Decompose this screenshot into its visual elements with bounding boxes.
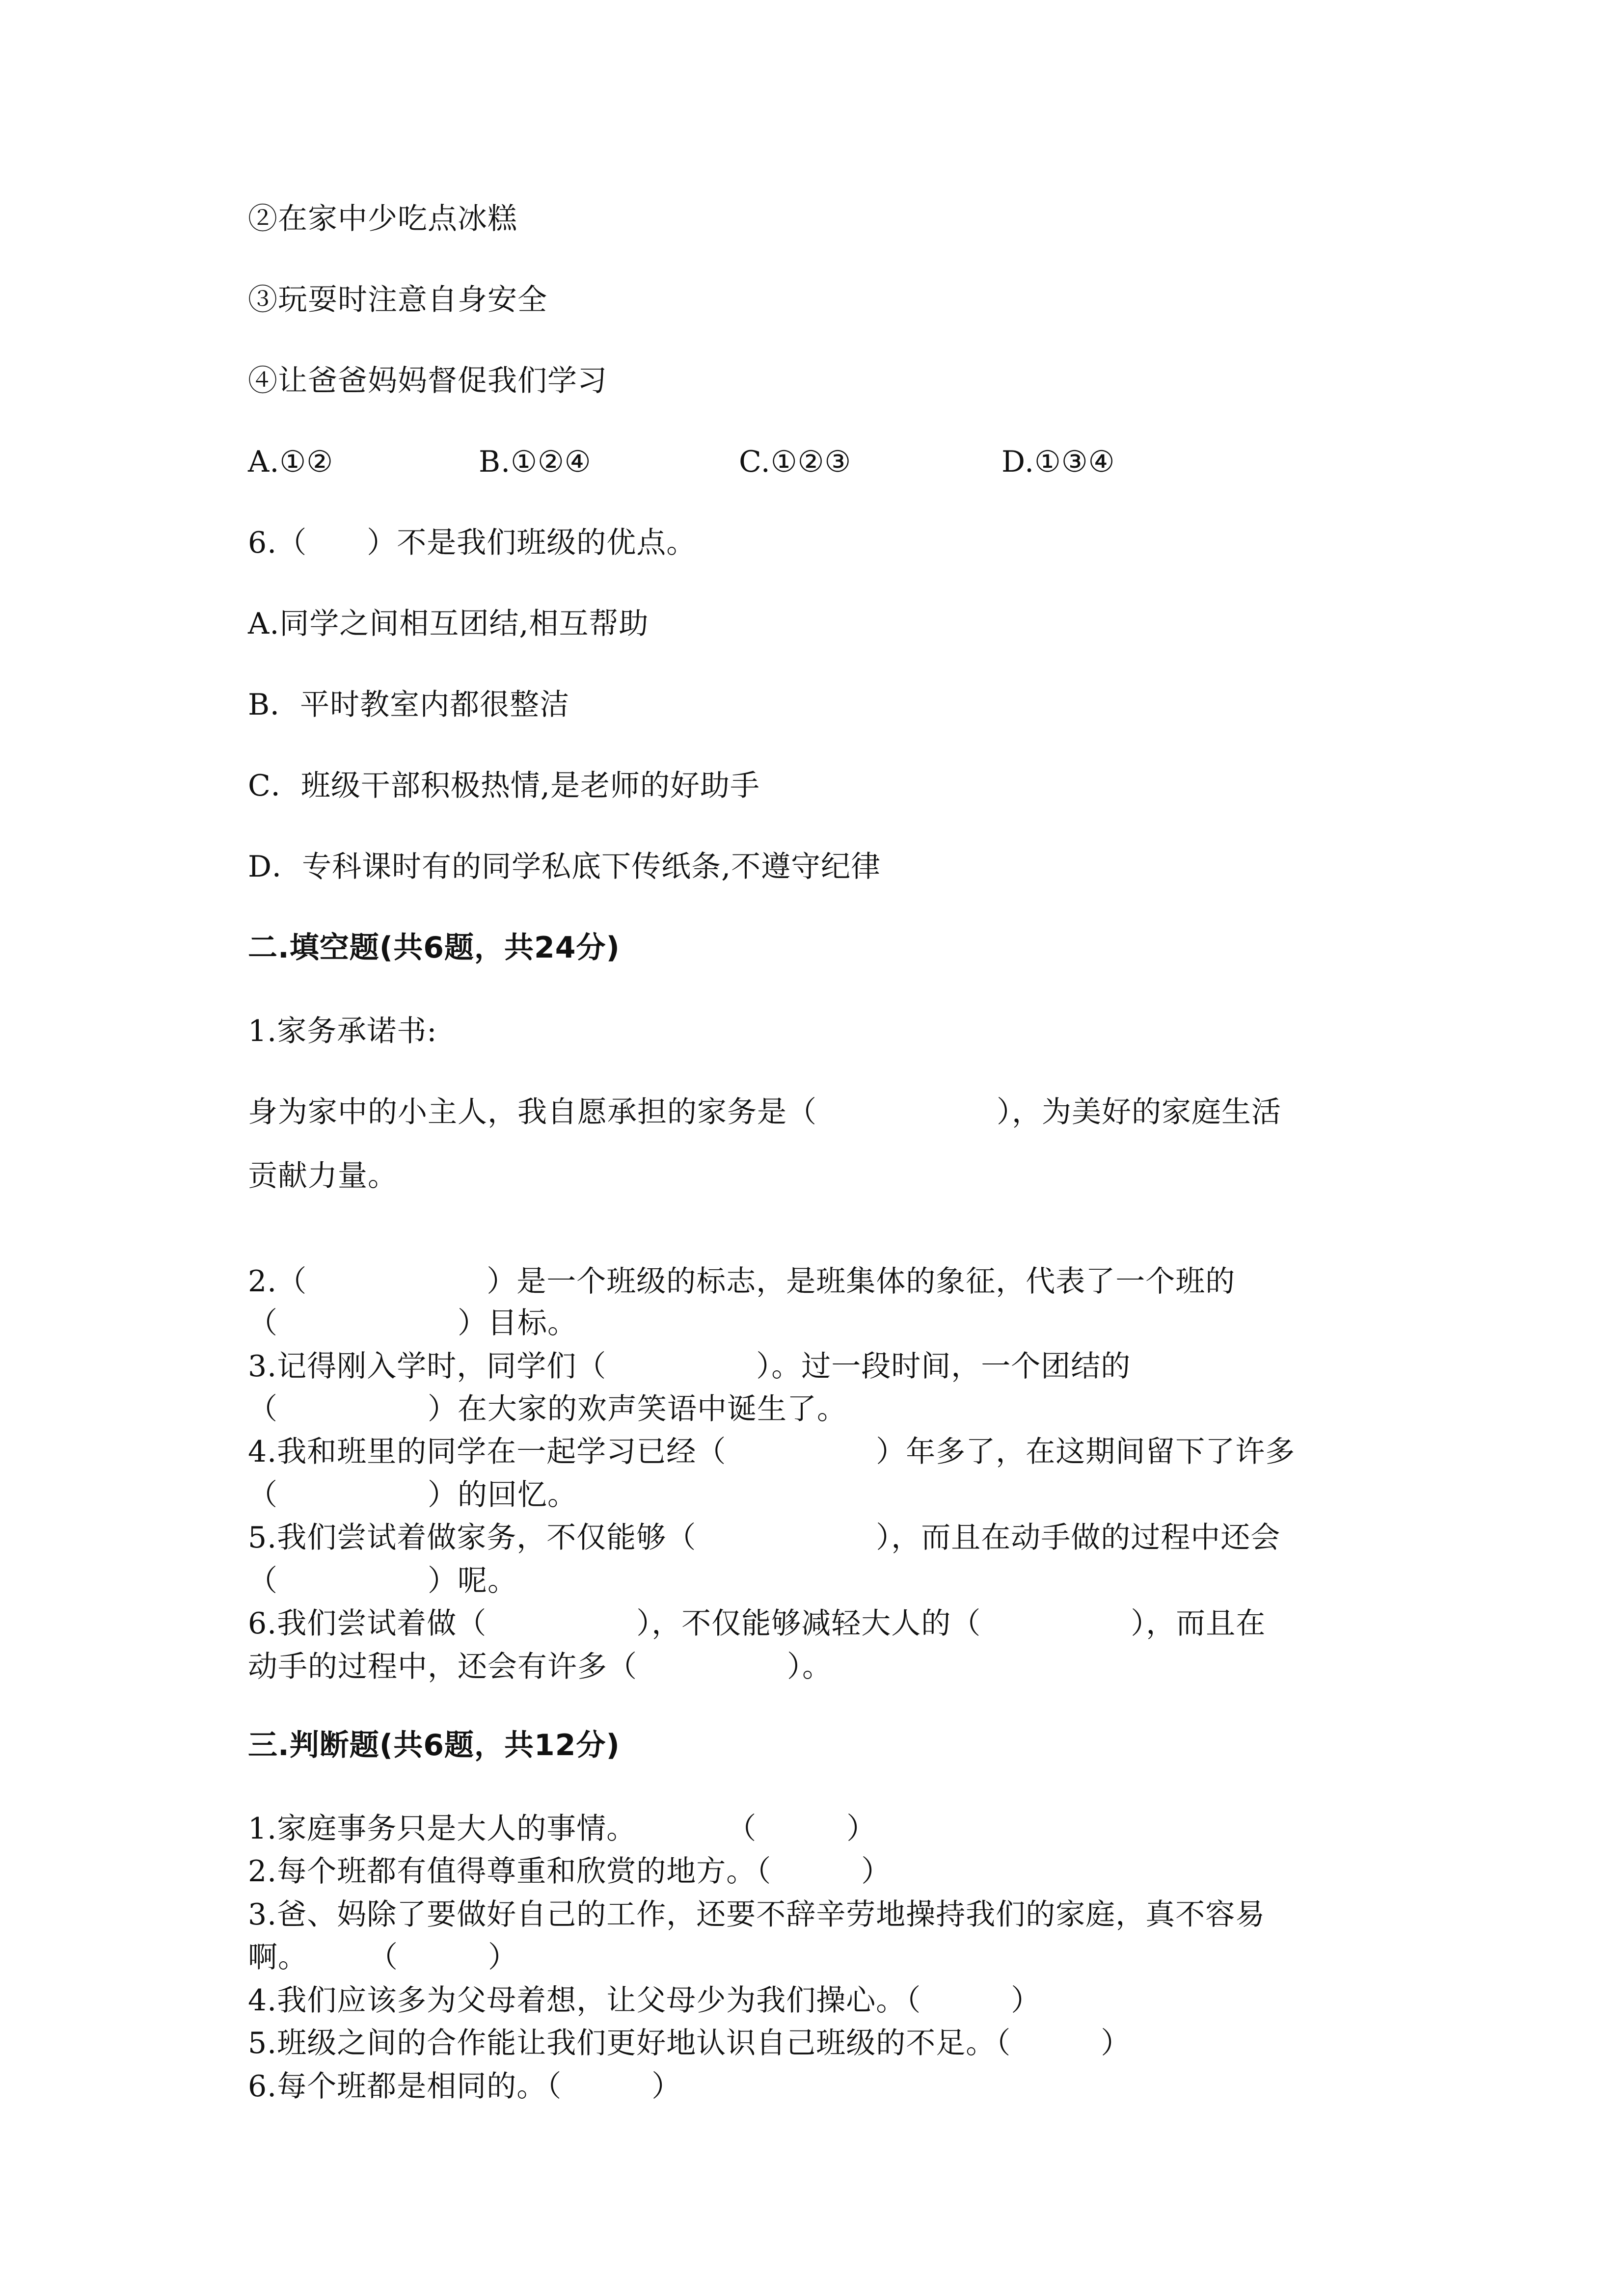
fill-q2-line1: 2.（ ）是一个班级的标志，是班集体的象征，代表了一个班的	[248, 1264, 1236, 1299]
q5-option-b: B.①②④	[479, 445, 592, 479]
fill-q5-line2: （ ）呢。	[248, 1564, 517, 1598]
judge-q5: 5.班级之间的合作能让我们更好地认识自己班级的不足。（ ）	[248, 2026, 1131, 2060]
fill-q3-line2: （ ）在大家的欢声笑语中诞生了。	[248, 1392, 847, 1426]
judge-q1: 1.家庭事务只是大人的事情。 （ ）	[248, 1812, 877, 1846]
q5-option-c: C.①②③	[739, 445, 852, 479]
q6-option-d: D．专科课时有的同学私底下传纸条,不遵守纪律	[248, 850, 881, 884]
fill-q3-line1: 3.记得刚入学时，同学们（ ）。过一段时间，一个团结的	[248, 1349, 1131, 1384]
judge-q3-line2: 啊。 （ ）	[248, 1940, 518, 1975]
fill-q4-line2: （ ）的回忆。	[248, 1478, 577, 1512]
fill-q5-line1: 5.我们尝试着做家务，不仅能够（ ），而且在动手做的过程中还会	[248, 1521, 1281, 1555]
section-2-heading: 二.填空题(共6题，共24分)	[248, 931, 620, 965]
option-item-4: ④让爸爸妈妈督促我们学习	[248, 364, 607, 398]
q6-stem: 6.（ ）不是我们班级的优点。	[248, 526, 697, 560]
judge-q3-line1: 3.爸、妈除了要做好自己的工作，还要不辞辛劳地操持我们的家庭，真不容易	[248, 1897, 1266, 1932]
q5-option-d: D.①③④	[1001, 445, 1115, 479]
option-item-2: ②在家中少吃点冰糕	[248, 202, 517, 236]
fill-q1-line2: 贡献力量。	[248, 1159, 398, 1193]
q5-option-a: A.①②	[248, 445, 333, 479]
fill-q1-title: 1.家务承诺书:	[248, 1014, 437, 1048]
option-item-3: ③玩耍时注意自身安全	[248, 283, 547, 317]
fill-q2-line2: （ ）目标。	[248, 1306, 577, 1340]
fill-q1-line1: 身为家中的小主人，我自愿承担的家务是（ ），为美好的家庭生活	[248, 1095, 1281, 1129]
fill-q6-line2: 动手的过程中，还会有许多（ ）。	[248, 1650, 832, 1684]
q6-option-c: C．班级干部积极热情,是老师的好助手	[248, 769, 760, 803]
q6-option-b: B．平时教室内都很整洁	[248, 688, 570, 722]
q6-option-a: A.同学之间相互团结,相互帮助	[248, 607, 649, 641]
judge-q2: 2.每个班都有值得尊重和欣赏的地方。（ ）	[248, 1854, 892, 1889]
judge-q4: 4.我们应该多为父母着想，让父母少为我们操心。（ ）	[248, 1983, 1041, 2018]
judge-q6: 6.每个班都是相同的。（ ）	[248, 2069, 682, 2104]
section-3-heading: 三.判断题(共6题，共12分)	[248, 1728, 620, 1762]
fill-q6-line1: 6.我们尝试着做（ ），不仅能够减轻大人的（ ），而且在	[248, 1606, 1266, 1641]
fill-q4-line1: 4.我和班里的同学在一起学习已经（ ）年多了，在这期间留下了许多	[248, 1435, 1296, 1469]
